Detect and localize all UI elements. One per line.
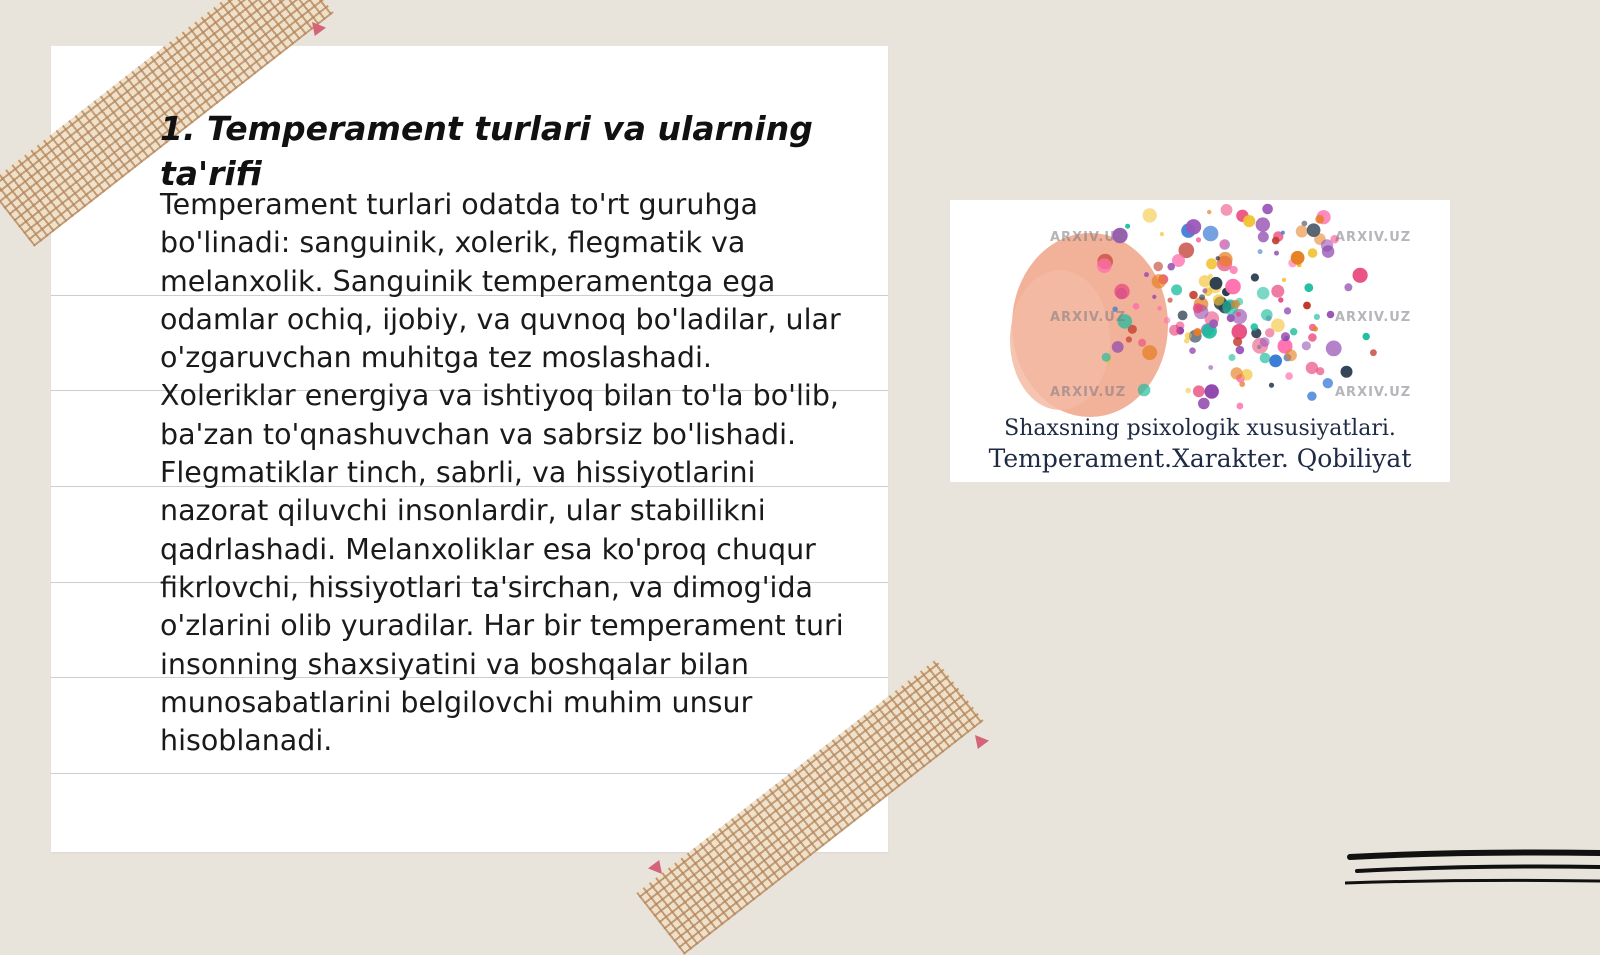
paint-dot [1260, 337, 1270, 347]
watermark: ARXIV.UZ [1050, 230, 1127, 245]
paint-dot [1243, 215, 1255, 227]
paint-dot [1210, 277, 1223, 290]
paint-dot [1232, 324, 1248, 340]
watermark: ARXIV.UZ [1050, 385, 1127, 400]
paint-dot [1278, 297, 1283, 302]
paint-dot [1271, 319, 1285, 333]
rule-line [51, 773, 888, 774]
paint-dot [1160, 232, 1164, 236]
slide-body-text: Temperament turlari odatda to'rt guruhga bo'linadi: sanguinik, xolerik, flegmatik va melanxolik. Sanguinik temperamentga ega odamlar ochiq, ijobiy, va quvnoq bo'ladilar, ular o'zgaruvchan muhitga tez moslashadi. Xoleriklar energiya va ishtiyoq bilan to'la bo'lib, ba'zan to'qnashuvchan va sabrsiz bo'lishadi. Flegmatiklar tinch, sabrli, va hissiyotlarini nazorat qiluvchi insonlardir, ular stabillikni qadrlashadi. Melanxoliklar esa ko'proq chuqur fikrlovchi, hissiyotlari ta'sirchan, va dimog'ida o'zlarini olib yuradilar. Har bir temperament turi insonning shaxsiyatini va boshqalar bilan munosabatlarini belgilovchi muhim unsur hisoblanadi. [160, 188, 844, 758]
paint-dot [1097, 258, 1112, 273]
paint-dot [1260, 353, 1271, 364]
paint-dot [1202, 288, 1207, 293]
paint-dot [1184, 338, 1189, 343]
watermark: ARXIV.UZ [1335, 230, 1412, 245]
paint-dot [1185, 332, 1192, 339]
paint-dot [1256, 217, 1270, 231]
paint-dot [1213, 294, 1224, 305]
paint-dot [1193, 303, 1203, 313]
paint-dot [1171, 284, 1182, 295]
tape-end-marker [648, 860, 662, 874]
paint-dot [1282, 278, 1286, 282]
paint-dot [1152, 274, 1166, 288]
paint-dot [1225, 279, 1241, 295]
paint-dot [1316, 367, 1324, 375]
paint-dot [1231, 367, 1243, 379]
image-caption-line-2: Temperament.Xarakter. Qobiliyat [988, 444, 1412, 473]
paint-dot [1230, 266, 1238, 274]
paint-dot [1178, 311, 1188, 321]
paint-dot [1199, 294, 1205, 300]
brush-stroke-decoration [1345, 845, 1600, 895]
paint-dot [1205, 384, 1219, 398]
paint-dot [1102, 353, 1111, 362]
paint-dot [1290, 328, 1297, 335]
paint-dot [1233, 337, 1242, 346]
paint-dot [1258, 231, 1269, 242]
paint-dot [1353, 268, 1368, 283]
paint-dot [1194, 328, 1202, 336]
paint-dot [1302, 341, 1311, 350]
paint-dot [1251, 273, 1259, 281]
paint-dot [1207, 210, 1211, 214]
paint-dot [1114, 284, 1129, 299]
paint-dot [1237, 403, 1244, 410]
paint-dot [1327, 311, 1335, 319]
paint-dot [1236, 346, 1245, 355]
paint-dot [1285, 349, 1297, 361]
paint-dot [1157, 306, 1162, 311]
paint-dot [1164, 317, 1171, 324]
paint-dot [1138, 339, 1146, 347]
paint-dot [1152, 295, 1156, 299]
paint-dot [1307, 392, 1316, 401]
paint-dot [1236, 312, 1241, 317]
paint-dot [1363, 333, 1370, 340]
image-caption-line-1: Shaxsning psixologik xususiyatlari. [1004, 416, 1396, 441]
paint-dot [1231, 300, 1240, 309]
paint-dot [1153, 262, 1163, 272]
paint-dot [1112, 341, 1124, 353]
paint-dot [1269, 383, 1274, 388]
paint-dot [1209, 319, 1218, 328]
paint-dot [1144, 272, 1149, 277]
paint-dot [1241, 369, 1252, 380]
paint-dot [1281, 332, 1290, 341]
paint-dot [1186, 219, 1201, 234]
paint-dot [1227, 314, 1235, 322]
slide-title: 1. Temperament turlari va ularning ta'rifi [160, 109, 813, 193]
paint-dot [1133, 303, 1140, 310]
paint-dot [1138, 384, 1151, 397]
paint-dot [1258, 249, 1263, 254]
paint-dot [1308, 333, 1317, 342]
paint-dot [1314, 314, 1320, 320]
paint-dot [1216, 256, 1220, 260]
paint-dot [1308, 248, 1318, 258]
paint-dot [1189, 347, 1196, 354]
tape-end-marker [975, 735, 989, 749]
paint-dot [1189, 291, 1198, 300]
paint-dot [1291, 251, 1305, 265]
paint-dot [1126, 336, 1132, 342]
paint-dot [1257, 287, 1270, 300]
paint-dot [1142, 345, 1157, 360]
paint-dot [1229, 354, 1236, 361]
paint-dot [1208, 365, 1213, 370]
paint-dot [1285, 372, 1293, 380]
paint-dot [1315, 215, 1324, 224]
paint-dot [1218, 252, 1233, 267]
temperament-image-card [950, 200, 1450, 482]
paint-dot [1168, 298, 1173, 303]
watermark: ARXIV.UZ [1335, 310, 1412, 325]
paint-dot [1307, 223, 1321, 237]
paint-dot [1303, 302, 1311, 310]
paint-dot [1341, 366, 1353, 378]
paint-dot [1251, 323, 1259, 331]
paint-dot [1281, 231, 1285, 235]
paint-dot [1326, 341, 1342, 357]
paint-dot [1206, 258, 1217, 269]
paint-dot [1167, 263, 1175, 271]
paint-dot [1143, 208, 1157, 222]
paint-dot [1271, 285, 1284, 298]
paint-dot [1304, 283, 1313, 292]
paint-dot [1125, 224, 1130, 229]
paint-dot [1193, 385, 1205, 397]
paint-dot [1261, 309, 1273, 321]
paint-dot [1169, 325, 1180, 336]
paint-dot [1198, 398, 1210, 410]
paint-dot [1322, 245, 1335, 258]
paint-dot [1203, 226, 1219, 242]
paint-dot [1185, 388, 1191, 394]
watermark: ARXIV.UZ [1335, 385, 1412, 400]
paint-dot [1284, 307, 1291, 314]
paint-dot [1196, 237, 1201, 242]
paint-dot [1272, 237, 1280, 245]
paint-dot [1269, 355, 1282, 368]
paint-dot [1220, 240, 1227, 247]
paint-dot [1208, 274, 1213, 279]
paint-dot [1296, 225, 1308, 237]
paint-dot [1344, 283, 1352, 291]
paint-dot [1370, 349, 1377, 356]
watermark: ARXIV.UZ [1050, 310, 1127, 325]
paint-dot [1274, 251, 1279, 256]
paint-dot [1221, 204, 1233, 216]
paint-dot [1262, 204, 1273, 215]
paint-dot [1313, 326, 1318, 331]
paint-dot [1323, 378, 1333, 388]
